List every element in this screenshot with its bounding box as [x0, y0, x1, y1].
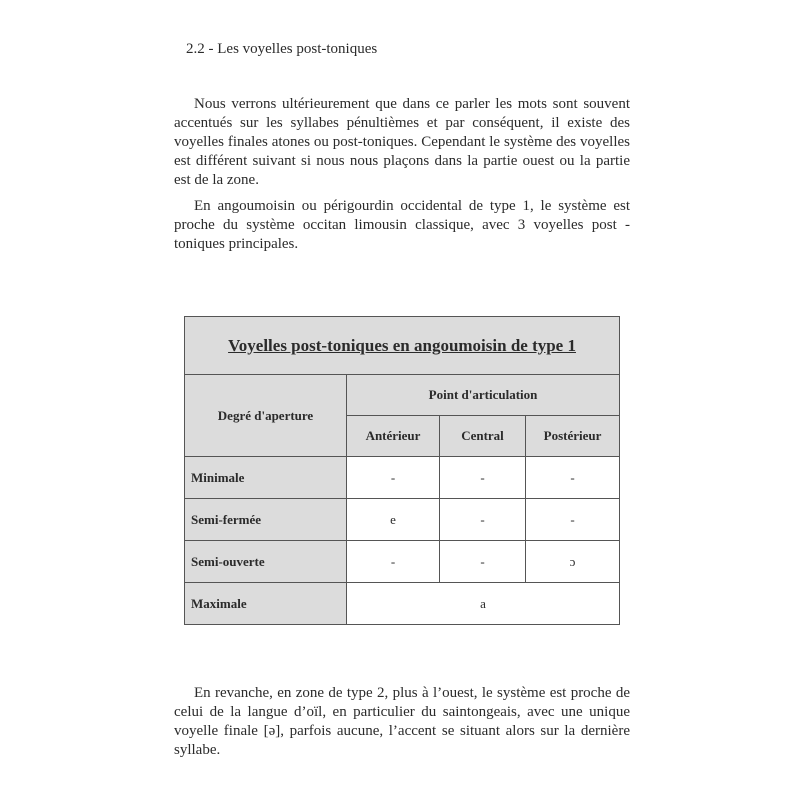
- table-cell: -: [440, 499, 526, 541]
- column-header-posterieur: Postérieur: [526, 416, 620, 457]
- row-header-aperture: Degré d'aperture: [185, 375, 347, 457]
- table-cell: ɔ: [526, 541, 620, 583]
- table-row: [185, 499, 620, 541]
- table-cell: e: [347, 499, 440, 541]
- table-cell: -: [526, 499, 620, 541]
- table-cell-merged: a: [347, 583, 620, 625]
- paragraph-type1: En angoumoisin ou périgourdin occidental de type 1, le système est proche du système occitan limousin classique, avec 3 voyelles post - toniques principales.: [174, 198, 630, 252]
- group-header-articulation: Point d'articulation: [347, 375, 620, 416]
- column-header-central: Central: [440, 416, 526, 457]
- table-row: [185, 457, 620, 499]
- row-label-minimale: Minimale: [185, 457, 347, 499]
- column-header-anterieur: Antérieur: [347, 416, 440, 457]
- table-row: [185, 583, 620, 625]
- table-row: [185, 541, 620, 583]
- paragraph-type2: En revanche, en zone de type 2, plus à l’ouest, le système est proche de celui de la langue d’oïl, en particulier du saintongeais, avec une unique voyelle finale [ə], parfois aucune, l’accent se situant alors sur la dernière syllabe.: [174, 685, 630, 758]
- table-cell: -: [347, 457, 440, 499]
- row-label-maximale: Maximale: [185, 583, 347, 625]
- section-heading: 2.2 - Les voyelles post-toniques: [186, 41, 378, 57]
- table-cell: -: [526, 457, 620, 499]
- row-label-semi-ouverte: Semi-ouverte: [185, 541, 347, 583]
- row-label-semi-fermee: Semi-fermée: [185, 499, 347, 541]
- table-cell: -: [440, 457, 526, 499]
- vowel-table-grid: [184, 316, 620, 625]
- table-title: Voyelles post-toniques en angoumoisin de type 1: [185, 317, 620, 375]
- table-cell: -: [347, 541, 440, 583]
- table-cell: -: [440, 541, 526, 583]
- vowel-table: [184, 316, 619, 620]
- paragraph-intro: Nous verrons ultérieurement que dans ce parler les mots sont souvent accentués sur les syllabes pénultièmes et par conséquent, il existe des voyelles finales atones ou post-toniques. Cependant le système des voyelles est différent suivant si nous nous plaçons dans la partie ouest ou la partie est de la zone.: [174, 96, 630, 188]
